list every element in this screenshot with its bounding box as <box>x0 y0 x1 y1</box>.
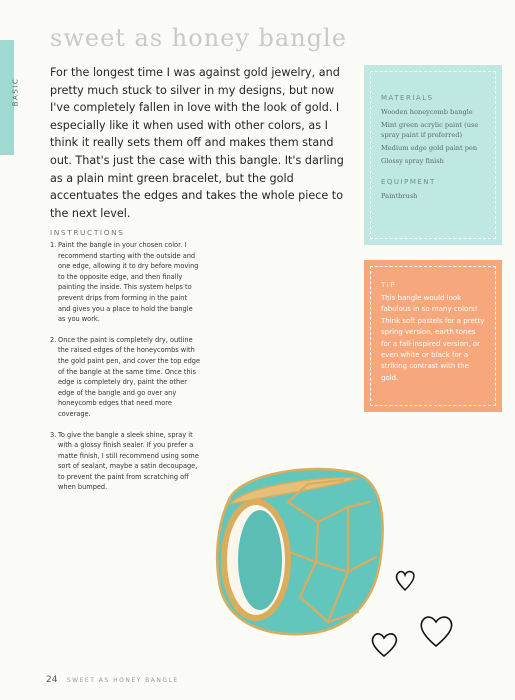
step-text: Once the paint is completely dry, outline the raised edges of the honeycombs with the gold paint pen, and cover the top edge of the bangle at the same time. Once this edge is completely dry, paint the other edge of the bangle and go over any honeycomb edges that need more coverage. <box>58 335 201 418</box>
page-number: 24 <box>46 675 58 685</box>
instructions-heading: INSTRUCTIONS <box>50 228 125 237</box>
step-number: 3. <box>50 430 57 439</box>
tip-heading: TIP <box>381 281 397 289</box>
page-footer <box>46 675 179 685</box>
running-title: SWEET AS HONEY BANGLE <box>66 677 179 684</box>
tip-text: This bangle would look fabulous in so many colors! Think soft pastels for a pretty spring version, earth tones for a fall-inspired version, or even white or black for a striking contrast with the gold. <box>381 294 485 382</box>
intro-paragraph: For the longest time I was against gold jewelry, and pretty much stuck to silver in my designs, but now I've completely fallen in love with the look of gold. I especially like it when used with other colors, as I think it really sets them off and makes them stand out. That's just the case with this bangle. It's darling as a plain mint green bracelet, but the gold accentuates the edges and takes the whole piece to the next level. <box>50 66 344 220</box>
step-number: 1. <box>50 241 57 249</box>
step-text: Paint the bangle in your chosen color. I recommend starting with the outside and one edge, allowing it to dry before moving to the opposite edge, and then finally painting the inside. This system helps to prevent drips from forming in the paint and gives you a place to hold the bangle as you work. <box>58 241 199 324</box>
materials-heading: MATERIALS <box>381 94 434 102</box>
step-number: 2. <box>50 335 57 344</box>
material-item: Glossy spray finish <box>381 157 444 165</box>
heart-icon <box>421 617 451 646</box>
material-item: Medium edge gold paint pen <box>381 144 478 152</box>
material-item: Mint green acrylic paint (use spray paint if preferred) <box>381 121 479 139</box>
page-title: sweet as honey bangle <box>50 24 347 52</box>
heart-icon <box>396 572 414 590</box>
equipment-heading: EQUIPMENT <box>381 178 436 186</box>
equipment-item: Paintbrush <box>381 192 418 200</box>
heart-icon <box>372 634 396 656</box>
material-item: Wooden honeycomb bangle <box>381 108 473 116</box>
section-tab-label: BASIC <box>11 77 20 107</box>
step-text: To give the bangle a sleek shine, spray it with a glossy finish sealer. If you prefer a matte finish, I still recommend using some sort of sealant, maybe a satin decoupage, to prevent the paint from scratching off when bumped. <box>58 430 199 492</box>
